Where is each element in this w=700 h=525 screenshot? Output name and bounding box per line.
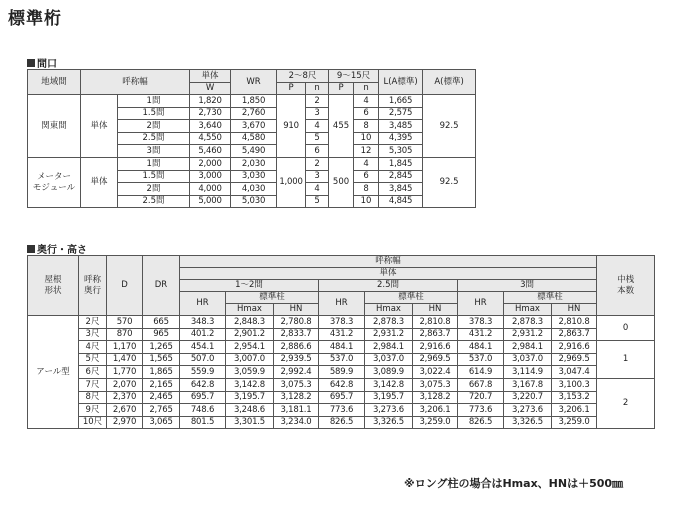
hr2-cell: 484.1 [319,341,365,354]
hr2-cell: 378.3 [319,316,365,329]
dr-cell: 2,465 [143,391,180,404]
depth-cell: 7尺 [79,378,107,391]
dr-cell: 2,165 [143,378,180,391]
hmax3-cell: 3,037.0 [504,353,552,366]
hmax1-cell: 2,848.3 [226,316,274,329]
hmax1-cell: 3,007.0 [226,353,274,366]
header-hr: HR [458,292,504,316]
header-hmax: Hmax [226,304,274,316]
hmax3-cell: 3,273.6 [504,404,552,417]
header-hr: HR [180,292,226,316]
n2-cell: 6 [354,107,379,120]
table-row [28,366,655,379]
w-cell: 2,730 [190,107,231,120]
n2-cell: 10 [354,195,379,208]
hn1-cell: 2,780.8 [274,316,319,329]
hr3-cell: 484.1 [458,341,504,354]
header-d: D [107,256,143,316]
wr-cell: 4,030 [231,183,277,196]
wr-cell: 1,850 [231,95,277,108]
table-row [28,341,655,354]
hmax3-cell: 2,878.3 [504,316,552,329]
hn2-cell: 3,075.3 [413,378,458,391]
depth-cell: 2尺 [79,316,107,329]
n2-cell: 10 [354,132,379,145]
hn3-cell: 2,863.7 [552,328,597,341]
header-unit: 単体 [180,268,597,280]
header-nominal-width: 呼称幅 [180,256,597,268]
l-cell: 1,665 [379,95,423,108]
wr-cell: 2,760 [231,107,277,120]
header-middle-posts-text: 中桟 本数 [617,274,635,296]
hr1-cell: 401.2 [180,328,226,341]
hmax1-cell: 2,901.2 [226,328,274,341]
hr1-cell: 507.0 [180,353,226,366]
header-hn: HN [413,304,458,316]
header-hmax: Hmax [504,304,552,316]
l-cell: 3,845 [379,183,423,196]
wr-cell: 3,670 [231,120,277,133]
d-cell: 2,070 [107,378,143,391]
hn1-cell: 2,833.7 [274,328,319,341]
d-cell: 2,370 [107,391,143,404]
region-text: 関東間 [41,120,67,131]
table-row [28,157,476,170]
l-cell: 2,575 [379,107,423,120]
dr-cell: 1,865 [143,366,180,379]
p1-cell: 1,000 [277,157,306,207]
l-cell: 4,395 [379,132,423,145]
header-l: L(A標準) [379,70,423,95]
size-cell: 1.5間 [118,170,190,183]
a-cell: 92.5 [423,95,476,158]
hmax2-cell: 3,273.6 [365,404,413,417]
d-cell: 1,470 [107,353,143,366]
table-row [28,404,655,417]
hn2-cell: 2,969.5 [413,353,458,366]
hmax3-cell: 3,167.8 [504,378,552,391]
n1-cell: 4 [306,183,329,196]
hr3-cell: 378.3 [458,316,504,329]
hn3-cell: 3,047.4 [552,366,597,379]
n1-cell: 6 [306,145,329,158]
header-wr: WR [231,70,277,95]
hn2-cell: 2,863.7 [413,328,458,341]
section-label-opening [27,55,57,70]
hr2-cell: 589.9 [319,366,365,379]
depth-cell: 5尺 [79,353,107,366]
hr2-cell: 642.8 [319,378,365,391]
table-row [28,328,655,341]
d-cell: 2,970 [107,416,143,429]
header-hmax: Hmax [365,304,413,316]
hr2-cell: 537.0 [319,353,365,366]
wr-cell: 4,580 [231,132,277,145]
hr3-cell: 431.2 [458,328,504,341]
hn3-cell: 2,810.8 [552,316,597,329]
hn3-cell: 3,153.2 [552,391,597,404]
header-width-3: 3間 [458,280,597,292]
header-dr: DR [143,256,180,316]
hr1-cell: 695.7 [180,391,226,404]
middle-post-count-cell: 0 [597,316,655,341]
l-cell: 1,845 [379,157,423,170]
depth-cell: 3尺 [79,328,107,341]
hmax3-cell: 3,220.7 [504,391,552,404]
hmax2-cell: 3,326.5 [365,416,413,429]
header-range-2-8: 2～8尺 [277,70,329,83]
middle-post-count-cell: 2 [597,378,655,428]
n1-cell: 3 [306,107,329,120]
n2-cell: 8 [354,120,379,133]
hn3-cell: 2,916.6 [552,341,597,354]
n1-cell: 2 [306,157,329,170]
section-label-depth [27,241,87,256]
header-width-2-5: 2.5間 [319,280,458,292]
footnote: ※ロング柱の場合はHmax、HNは＋500㎜ [404,477,624,490]
header-hn: HN [552,304,597,316]
header-nominal-width: 呼称幅 [81,70,190,95]
hn3-cell: 3,259.0 [552,416,597,429]
header-nominal-depth-text: 呼称 奥行 [83,274,101,296]
hr3-cell: 720.7 [458,391,504,404]
header-std-post: 標準柱 [504,292,597,304]
p1-cell: 910 [277,95,306,158]
hn2-cell: 2,810.8 [413,316,458,329]
header-n: n [354,83,379,95]
hn2-cell: 3,022.4 [413,366,458,379]
a-cell: 92.5 [423,157,476,207]
hmax2-cell: 3,195.7 [365,391,413,404]
w-cell: 1,820 [190,95,231,108]
dr-cell: 2,765 [143,404,180,417]
table-row [28,316,655,329]
hn1-cell: 3,075.3 [274,378,319,391]
n1-cell: 5 [306,195,329,208]
size-cell: 2間 [118,120,190,133]
region-cell [28,95,81,158]
depth-cell: 8尺 [79,391,107,404]
hr1-cell: 642.8 [180,378,226,391]
header-std-post: 標準柱 [226,292,319,304]
table-row [28,95,476,108]
hn1-cell: 2,992.4 [274,366,319,379]
hr1-cell: 454.1 [180,341,226,354]
table-row [28,353,655,366]
hr2-cell: 695.7 [319,391,365,404]
header-a: A(標準) [423,70,476,95]
n2-cell: 4 [354,157,379,170]
header-unit: 単体 [190,70,231,83]
size-cell: 2.5間 [118,132,190,145]
header-middle-posts [597,256,655,316]
w-cell: 5,000 [190,195,231,208]
l-cell: 2,845 [379,170,423,183]
size-cell: 2間 [118,183,190,196]
hr2-cell: 431.2 [319,328,365,341]
hn1-cell: 2,939.5 [274,353,319,366]
depth-cell: 6尺 [79,366,107,379]
hmax3-cell: 2,984.1 [504,341,552,354]
hn1-cell: 3,128.2 [274,391,319,404]
hmax3-cell: 3,326.5 [504,416,552,429]
hr3-cell: 773.6 [458,404,504,417]
d-cell: 2,670 [107,404,143,417]
hmax2-cell: 2,878.3 [365,316,413,329]
square-bullet-icon [27,59,35,67]
hmax1-cell: 3,301.5 [226,416,274,429]
header-region: 地域間 [28,70,81,95]
hn3-cell: 2,969.5 [552,353,597,366]
w-cell: 3,640 [190,120,231,133]
region-cell [28,157,81,207]
hn3-cell: 3,100.3 [552,378,597,391]
header-p: P [329,83,354,95]
hmax1-cell: 3,195.7 [226,391,274,404]
size-cell: 1間 [118,95,190,108]
header-roof-shape-text: 屋根 形状 [44,274,62,296]
page-title: 標準桁 [8,9,62,29]
n2-cell: 8 [354,183,379,196]
hr2-cell: 773.6 [319,404,365,417]
depth-height-table [27,255,655,429]
dr-cell: 1,565 [143,353,180,366]
region-text: メーター モジュール [32,172,76,193]
hmax3-cell: 2,931.2 [504,328,552,341]
depth-cell: 10尺 [79,416,107,429]
size-cell: 1.5間 [118,107,190,120]
table-row [28,378,655,391]
l-cell: 4,845 [379,195,423,208]
hr1-cell: 748.6 [180,404,226,417]
hmax2-cell: 2,984.1 [365,341,413,354]
dr-cell: 3,065 [143,416,180,429]
hr3-cell: 667.8 [458,378,504,391]
d-cell: 1,170 [107,341,143,354]
p2-cell: 500 [329,157,354,207]
hn2-cell: 3,206.1 [413,404,458,417]
square-bullet-icon [27,245,35,253]
hmax1-cell: 2,954.1 [226,341,274,354]
middle-post-count-cell: 1 [597,341,655,379]
type-cell: 単体 [81,95,118,158]
hn3-cell: 3,206.1 [552,404,597,417]
header-roof-shape [28,256,79,316]
wr-cell: 5,030 [231,195,277,208]
size-cell: 1間 [118,157,190,170]
n1-cell: 2 [306,95,329,108]
hmax1-cell: 3,248.6 [226,404,274,417]
depth-cell: 9尺 [79,404,107,417]
dr-cell: 965 [143,328,180,341]
hr2-cell: 826.5 [319,416,365,429]
hmax1-cell: 3,142.8 [226,378,274,391]
size-cell: 3間 [118,145,190,158]
hn1-cell: 3,181.1 [274,404,319,417]
w-cell: 3,000 [190,170,231,183]
hmax3-cell: 3,114.9 [504,366,552,379]
w-cell: 5,460 [190,145,231,158]
w-cell: 4,000 [190,183,231,196]
d-cell: 870 [107,328,143,341]
hr1-cell: 559.9 [180,366,226,379]
n1-cell: 5 [306,132,329,145]
dr-cell: 665 [143,316,180,329]
header-n: n [306,83,329,95]
header-hn: HN [274,304,319,316]
wr-cell: 3,030 [231,170,277,183]
hmax2-cell: 3,142.8 [365,378,413,391]
size-cell: 2.5間 [118,195,190,208]
n1-cell: 4 [306,120,329,133]
hn1-cell: 3,234.0 [274,416,319,429]
d-cell: 1,770 [107,366,143,379]
roof-type-cell: アール型 [28,316,79,429]
hn2-cell: 3,259.0 [413,416,458,429]
hr3-cell: 537.0 [458,353,504,366]
hr1-cell: 348.3 [180,316,226,329]
l-cell: 5,305 [379,145,423,158]
header-w: W [190,83,231,95]
hn2-cell: 2,916.6 [413,341,458,354]
section-label-text: 間口 [37,59,57,70]
header-hr: HR [319,292,365,316]
header-range-9-15: 9～15尺 [329,70,379,83]
n2-cell: 4 [354,95,379,108]
section-label-text: 奥行・高さ [37,245,87,256]
n1-cell: 3 [306,170,329,183]
wr-cell: 5,490 [231,145,277,158]
hr3-cell: 614.9 [458,366,504,379]
table-row [28,416,655,429]
wr-cell: 2,030 [231,157,277,170]
n2-cell: 6 [354,170,379,183]
n2-cell: 12 [354,145,379,158]
header-width-1-2: 1～2間 [180,280,319,292]
w-cell: 2,000 [190,157,231,170]
hmax2-cell: 2,931.2 [365,328,413,341]
hr3-cell: 826.5 [458,416,504,429]
header-std-post: 標準柱 [365,292,458,304]
depth-cell: 4尺 [79,341,107,354]
d-cell: 570 [107,316,143,329]
hr1-cell: 801.5 [180,416,226,429]
l-cell: 3,485 [379,120,423,133]
dr-cell: 1,265 [143,341,180,354]
header-nominal-depth [79,256,107,316]
hn2-cell: 3,128.2 [413,391,458,404]
table-row [28,391,655,404]
p2-cell: 455 [329,95,354,158]
opening-table [27,69,476,208]
hmax2-cell: 3,037.0 [365,353,413,366]
hmax1-cell: 3,059.9 [226,366,274,379]
hmax2-cell: 3,089.9 [365,366,413,379]
hn1-cell: 2,886.6 [274,341,319,354]
header-p: P [277,83,306,95]
type-cell: 単体 [81,157,118,207]
w-cell: 4,550 [190,132,231,145]
